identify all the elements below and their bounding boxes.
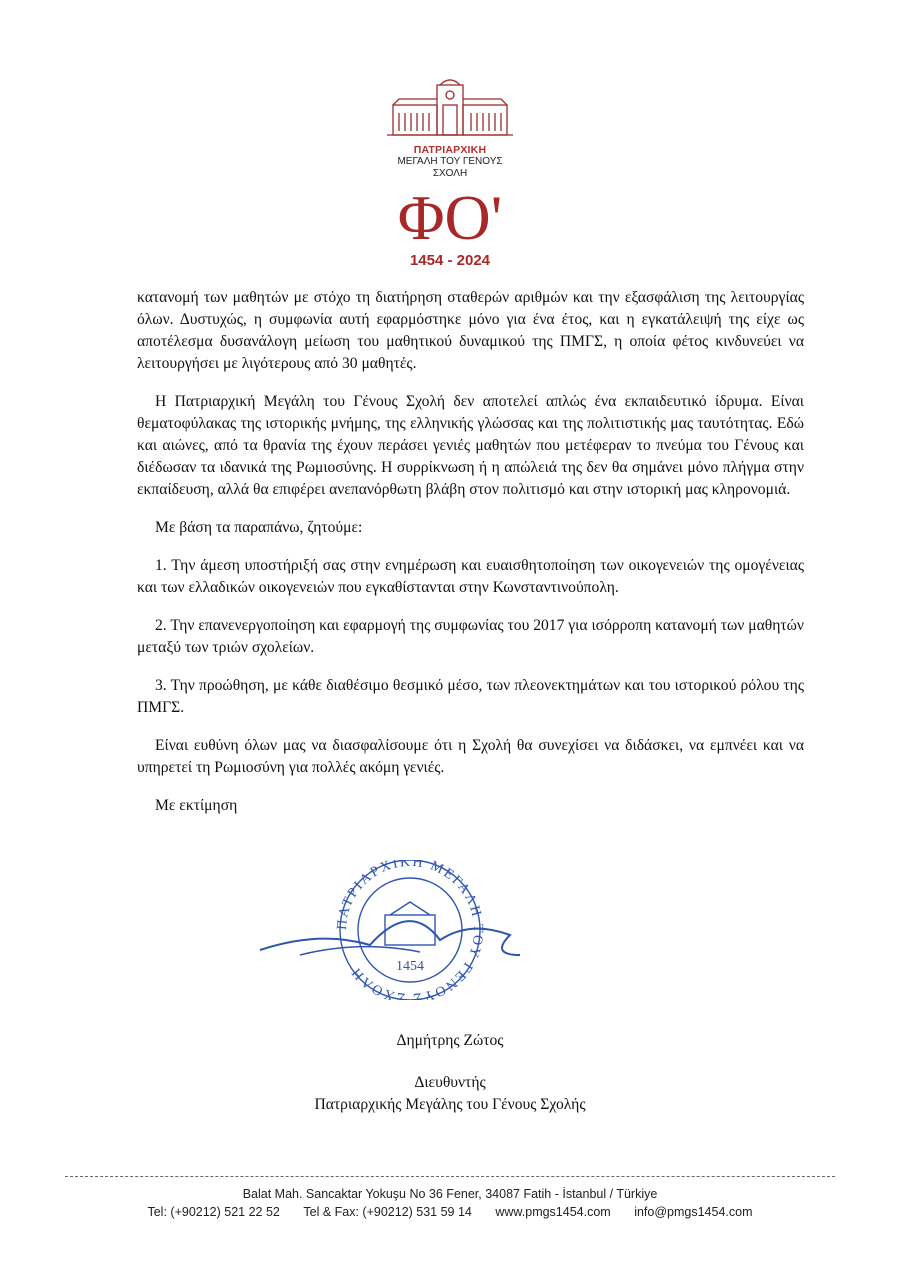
school-logo (380, 75, 520, 269)
closing: Με εκτίμηση (155, 797, 238, 814)
signatory-org: Πατριαρχικής Μεγάλης του Γένους Σχολής (314, 1096, 586, 1113)
paragraph: Με βάση τα παραπάνω, ζητούμε: (155, 519, 363, 536)
footer-email[interactable]: info@pmgs1454.com (634, 1205, 753, 1219)
logo-years: 1454 - 2024 (409, 252, 491, 269)
signatory-title: Διευθυντής (414, 1074, 486, 1091)
paragraph: Η Πατριαρχική Μεγάλη του Γένους Σχολή δεν αποτελεί απλώς ένα εκπαιδευτικό ίδρυμα. Είναι θεματοφύλακας της ιστορικής μνήμης, της ελληνικής γλώσσας και της πολιτιστικής μας ταυτότητας. Εδώ και αιώνες, από τα θρανία της έχουν περάσει γενιές μαθητών που μετέφεραν το πνεύμα του Γένους και διέδωσαν τα ιδανικά της Ρωμιοσύνης. Η συρρίκνωση ή η απώλειά της δεν θα σημάνει μόνο πλήγμα στην εκπαίδευση, αλλά θα επιφέρει ανεπανόρθωτη βλάβη στον πολιτισμό και στην ιστορική μας κληρονομιά. (137, 393, 804, 498)
logo-line-3: ΣΧΟΛΗ (432, 168, 468, 179)
paragraph: κατανομή των μαθητών με στόχο τη διατήρηση σταθερών αριθμών και την εξασφάλιση της λειτουργίας όλων. Δυστυχώς, η συμφωνία αυτή εφαρμόστηκε μόνο για ένα έτος, και η εγκατάλειψή της είχε ως αποτέλεσμα δυσανάλογη μείωση του μαθητικού δυναμικού της ΠΜΓΣ, η οποία φέτος κινδυνεύει να λειτουργήσει με λιγότερους από 30 μαθητές. (137, 289, 804, 372)
seal-icon (240, 860, 540, 1000)
request-item: 1. Την άμεση υποστήριξή σας στην ενημέρωση και ευαισθητοποίηση των οικογενειών της ομογένειας και των ελλαδικών οικογενειών που εγκαθίστανται στην Κωνσταντινούπολη. (137, 557, 804, 596)
logo-monogram: ΦΟ' (397, 182, 503, 253)
logo-line-1: ΠΑΤΡΙΑΡΧΙΚΗ (413, 144, 487, 156)
seal-ring-text: ΠΑΤΡΙΑΡΧΙΚΗ ΜΕΓΑΛΗ ΤΟΥ ΓΕΝΟΥΣ ΣΧΟΛΗ (334, 860, 486, 1000)
seal-year: 1454 (396, 959, 424, 974)
signatory-name: Δημήτρης Ζώτος (396, 1032, 504, 1049)
footer-tel: Tel: (+90212) 521 22 52 (147, 1205, 280, 1219)
footer-contacts (0, 1205, 900, 1219)
footer-address: Balat Mah. Sancaktar Yokuşu No 36 Fener, 34087 Fatih - İstanbul / Türkiye (242, 1187, 658, 1201)
building-icon (385, 75, 515, 137)
seal-and-signature (240, 860, 540, 1000)
logo-line-2: ΜΕΓΑΛΗ ΤΟΥ ΓΕΝΟΥΣ (397, 156, 503, 167)
request-item: 3. Την προώθηση, με κάθε διαθέσιμο θεσμικό μέσο, των πλεονεκτημάτων και του ιστορικού ρόλου της ΠΜΓΣ. (137, 677, 804, 716)
footer-fax: Tel & Fax: (+90212) 531 59 14 (303, 1205, 472, 1219)
paragraph: Είναι ευθύνη όλων μας να διασφαλίσουμε ότι η Σχολή θα συνεχίσει να διδάσκει, να εμπνέει και να υπηρετεί τη Ρωμιοσύνη για πολλές ακόμη γενιές. (137, 737, 804, 776)
request-item: 2. Την επανενεργοποίηση και εφαρμογή της συμφωνίας του 2017 για ισόρροπη κατανομή των μαθητών μεταξύ των τριών σχολείων. (137, 617, 804, 656)
letter-body (137, 287, 804, 833)
footer-website[interactable]: www.pmgs1454.com (495, 1205, 611, 1219)
footer-divider (65, 1176, 835, 1177)
